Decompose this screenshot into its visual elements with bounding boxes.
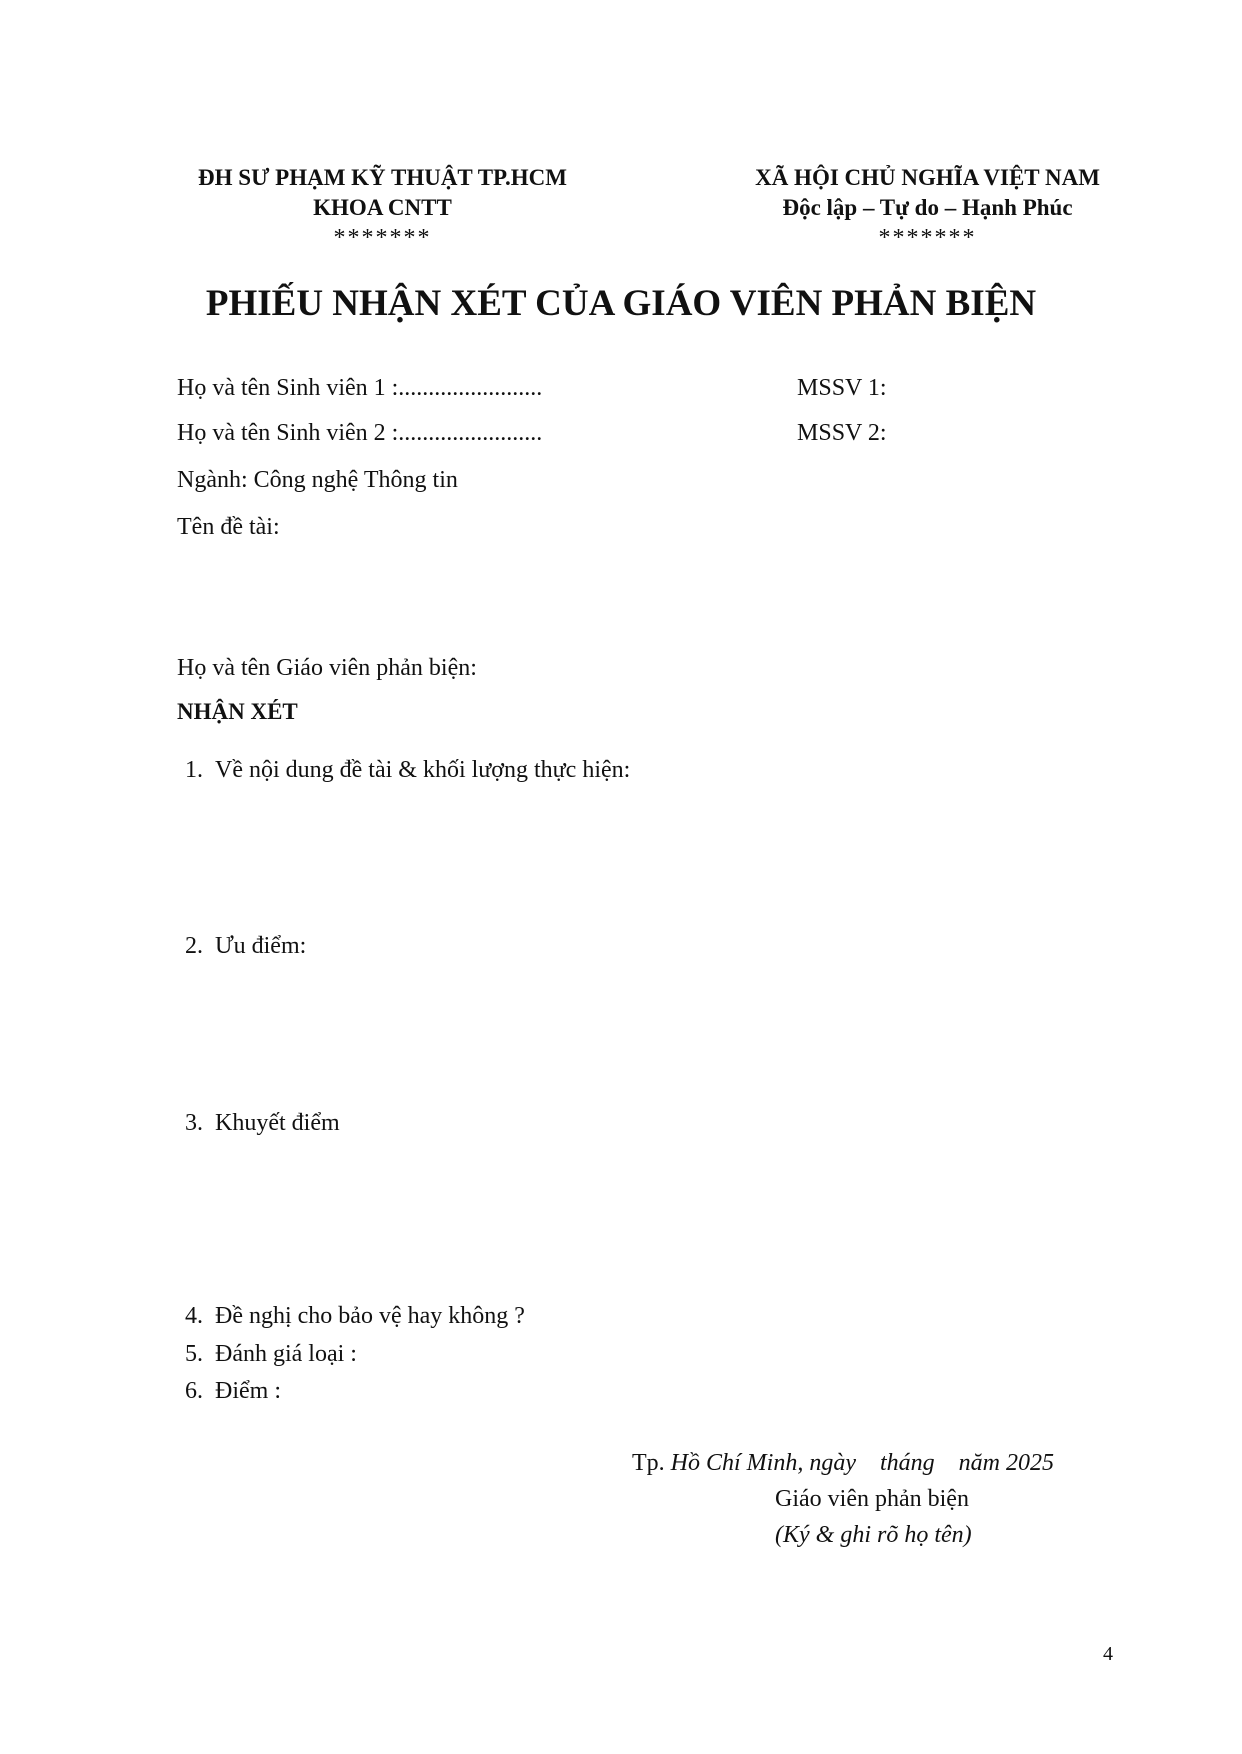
- list-item: [158, 1300, 525, 1332]
- country-name: XÃ HỘI CHỦ NGHĨA VIỆT NAM: [755, 165, 1100, 190]
- list-item: [158, 754, 630, 786]
- university-name: ĐH SƯ PHẠM KỸ THUẬT TP.HCM: [198, 165, 567, 190]
- major-field: Ngành: Công nghệ Thông tin: [177, 467, 458, 493]
- header-left-stars: *******: [333, 225, 432, 251]
- mssv2-field: MSSV 2:: [797, 420, 887, 446]
- list-item-text: Điểm :: [215, 1378, 281, 1404]
- student1-field: Họ và tên Sinh viên 1 :........................: [177, 375, 543, 401]
- list-item: [158, 1338, 357, 1370]
- mssv1-field: MSSV 1:: [797, 375, 887, 401]
- reviewer-field: Họ và tên Giáo viên phản biện:: [177, 655, 477, 681]
- list-item-text: Về nội dung đề tài & khối lượng thực hiện:: [215, 757, 631, 783]
- page-number: 4: [1103, 1643, 1113, 1665]
- place-date: Hồ Chí Minh, ngày tháng năm 2025: [670, 1450, 1054, 1476]
- list-item-number: 3.: [185, 1110, 203, 1136]
- list-item-number: 6.: [185, 1378, 203, 1404]
- header-left: [165, 163, 600, 253]
- signature-note: (Ký & ghi rõ họ tên): [775, 1522, 972, 1548]
- faculty-name: KHOA CNTT: [313, 195, 452, 220]
- topic-field: Tên đề tài:: [177, 514, 280, 540]
- signature-place-date: [632, 1447, 1054, 1479]
- list-item: [158, 1375, 281, 1407]
- document-title: PHIẾU NHẬN XÉT CỦA GIÁO VIÊN PHẢN BIỆN: [205, 283, 1037, 324]
- list-item-text: Ưu điểm:: [215, 933, 307, 959]
- motto: Độc lập – Tự do – Hạnh Phúc: [782, 195, 1073, 220]
- header-right-stars: *******: [878, 225, 977, 251]
- list-item-number: 1.: [185, 757, 203, 783]
- list-item: [158, 930, 306, 962]
- list-item-text: Đánh giá loại :: [215, 1341, 357, 1367]
- header-right: [715, 163, 1140, 253]
- section-heading: NHẬN XÉT: [177, 699, 298, 724]
- list-item: [158, 1107, 340, 1139]
- list-item-number: 2.: [185, 933, 203, 959]
- place-prefix: Tp.: [632, 1450, 671, 1476]
- list-item-text: Đề nghị cho bảo vệ hay không ?: [215, 1303, 525, 1329]
- signature-role: Giáo viên phản biện: [775, 1486, 969, 1512]
- list-item-number: 5.: [185, 1341, 203, 1367]
- list-item-text: Khuyết điểm: [215, 1110, 340, 1136]
- list-item-number: 4.: [185, 1303, 203, 1329]
- student2-field: Họ và tên Sinh viên 2 :........................: [177, 420, 543, 446]
